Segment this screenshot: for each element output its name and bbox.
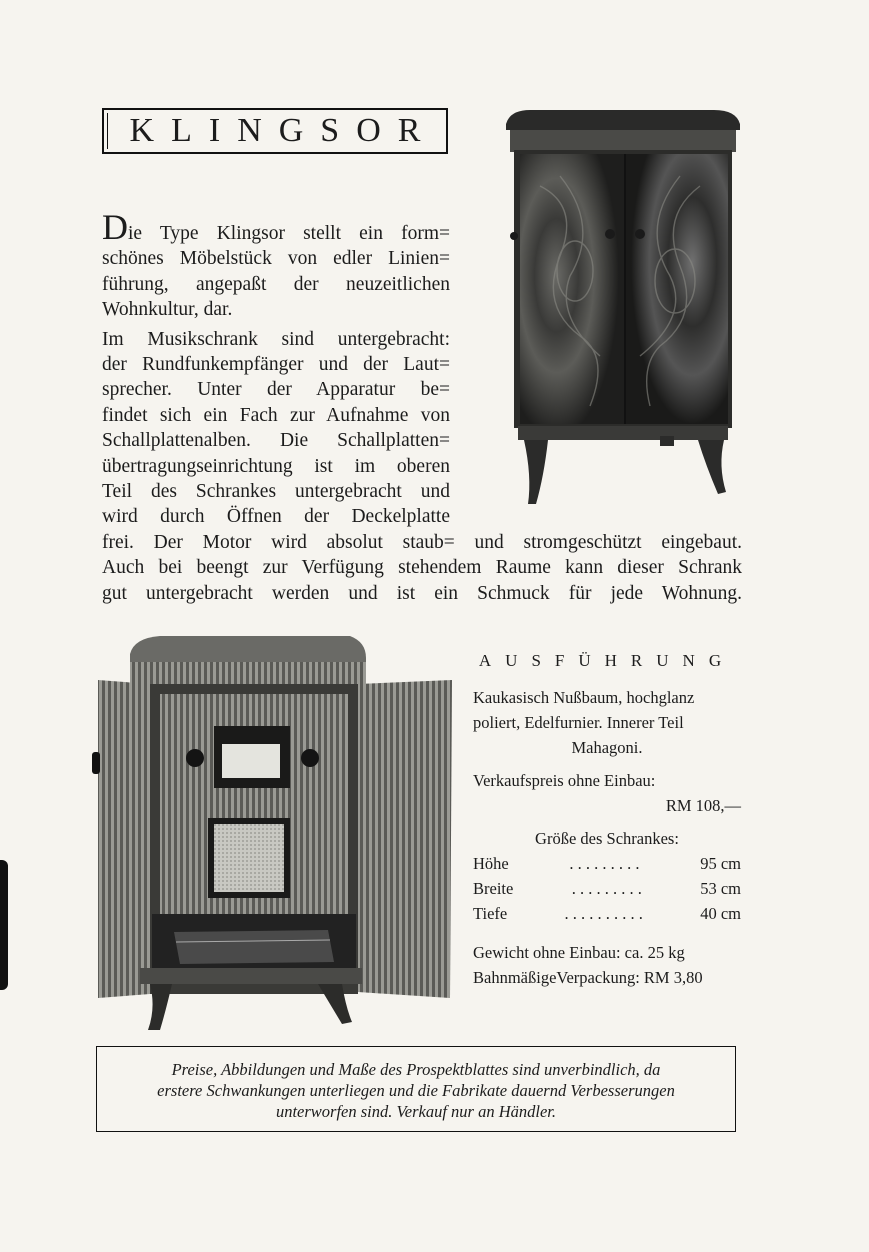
disclaimer-line: unterworfen sind. Verkauf nur an Händler. [275, 1102, 557, 1121]
size-heading: Größe des Schrankes: [535, 829, 679, 848]
material-line: Mahagoni. [571, 738, 643, 757]
specification-panel [473, 648, 741, 990]
detail-line: Auch bei beengt zur Verfügung stehendem Raume kann dieser Schrank [102, 557, 742, 579]
material-line: Kaukasisch Nußbaum, hochglanz [473, 688, 695, 707]
intro-line: schönes Möbelstück von edler Linien= [102, 248, 450, 270]
cabinet-open-photo [90, 632, 456, 1032]
description [102, 207, 742, 606]
paragraph-intro [102, 207, 450, 323]
detail-line: sprecher. Unter der Apparatur be= [102, 379, 450, 401]
scan-edge-mark [0, 860, 8, 990]
weight-line: Gewicht ohne Einbau: ca. 25 kg [473, 943, 685, 962]
disclaimer-box [96, 1046, 736, 1132]
dropcap: D [102, 207, 128, 247]
dimension-row-depth [473, 901, 741, 926]
dimension-value: 95 cm [700, 854, 741, 873]
price-label: Verkaufspreis ohne Einbau: [473, 771, 656, 790]
dimension-value: 40 cm [700, 904, 741, 923]
intro-line [102, 207, 450, 247]
packing-line: BahnmäßigeVerpackung: RM 3,80 [473, 968, 703, 987]
dimension-dots: . . . . . . . . . [569, 854, 640, 873]
intro-line: führung, angepaßt der neuzeitlichen [102, 273, 450, 295]
detail-line: übertragungseinrichtung ist im oberen [102, 455, 450, 477]
dimension-dots: . . . . . . . . . [571, 879, 642, 898]
detail-line: Teil des Schrankes untergebracht und [102, 481, 450, 503]
price-value: RM 108,— [665, 796, 741, 815]
detail-line: gut untergebracht werden und ist ein Schmuck für jede Wohnung. [102, 582, 742, 604]
intro-line: Wohnkultur, dar. [102, 299, 233, 321]
dimension-row-width [473, 876, 741, 901]
dimension-row-height [473, 851, 741, 876]
detail-line: der Rundfunkempfänger und der Laut= [102, 354, 450, 376]
material-line: poliert, Edelfurnier. Innerer Teil [473, 713, 684, 732]
dimension-label: Höhe [473, 854, 509, 873]
paragraph-details [102, 327, 450, 530]
dimension-label: Breite [473, 879, 514, 898]
dimension-dots: . . . . . . . . . . [564, 904, 643, 923]
detail-line: Schallplattenalben. Die Schallplatten= [102, 430, 450, 452]
detail-line: wird durch Öffnen der Deckelplatte [102, 506, 450, 528]
detail-line: frei. Der Motor wird absolut staub= und stromgeschützt eingebaut. [102, 531, 742, 553]
dimension-value: 53 cm [700, 879, 741, 898]
disclaimer-line: Preise, Abbildungen und Maße des Prospektblattes sind unverbindlich, da [171, 1060, 661, 1079]
detail-line: findet sich ein Fach zur Aufnahme von [102, 404, 450, 426]
dimension-label: Tiefe [473, 904, 508, 923]
title-box [102, 108, 448, 154]
page-title: KLINGSOR [129, 112, 438, 149]
disclaimer-line: erstere Schwankungen unterliegen und die Fabrikate dauernd Verbesserungen [157, 1081, 675, 1100]
intro-first-line: ie Type Klingsor stellt ein form= [128, 223, 450, 244]
detail-line: Im Musikschrank sind untergebracht: [102, 328, 450, 350]
spec-heading: AUSFÜHRUNG [478, 651, 736, 670]
